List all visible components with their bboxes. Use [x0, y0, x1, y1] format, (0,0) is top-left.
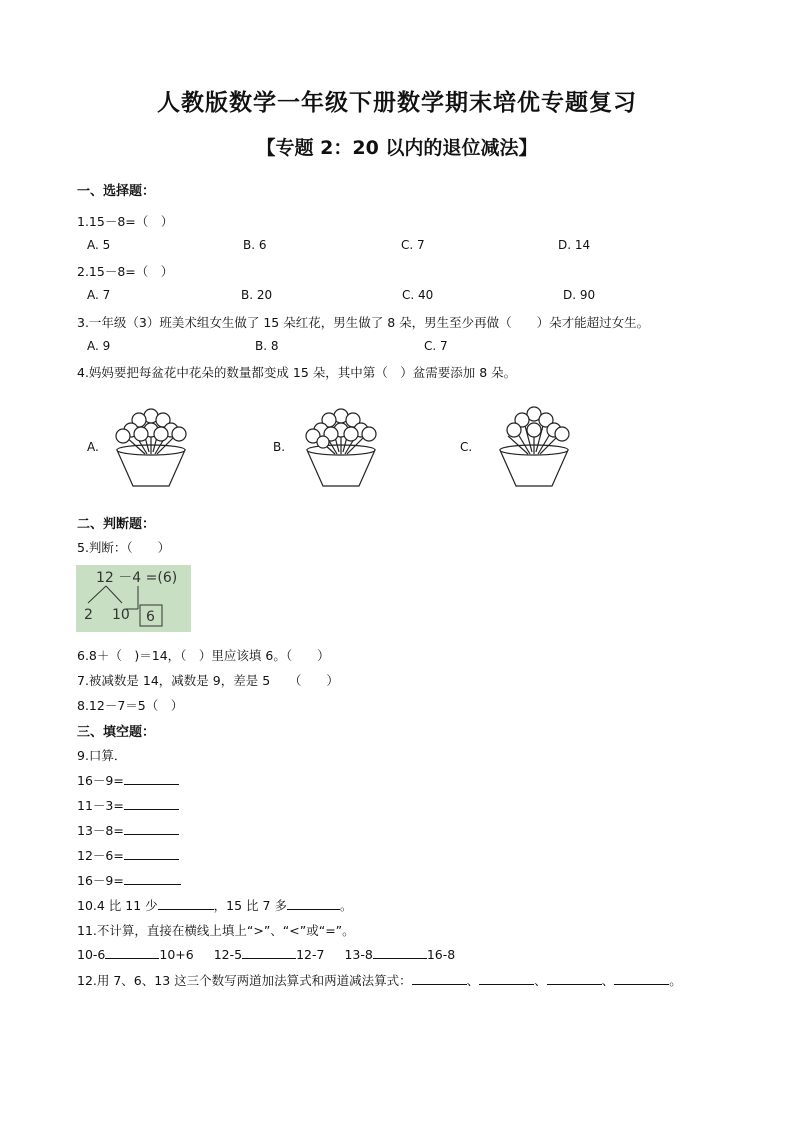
answer-blank[interactable]: [124, 772, 179, 785]
q5-figure-equation: 12 －4 =(6): [96, 570, 178, 586]
answer-blank[interactable]: [547, 972, 602, 985]
page-title: 人教版数学一年级下册数学期末培优专题复习: [157, 90, 637, 116]
question-9: 9.口算．: [77, 748, 127, 763]
answer-blank[interactable]: [124, 822, 179, 835]
q5-figure-right: 10: [112, 607, 130, 623]
q2-option-a: A. 7: [87, 288, 111, 302]
q9-item-2: 11－3=: [77, 796, 179, 814]
question-4: 4.妈妈要把每盆花中花朵的数量都变成 15 朵，其中第（ ）盆需要添加 8 朵。: [77, 365, 517, 380]
answer-blank[interactable]: [373, 946, 427, 959]
q3-option-b: B. 8: [255, 339, 279, 353]
q3-option-c: C. 7: [424, 339, 448, 353]
q2-option-b: B. 20: [241, 288, 273, 302]
q4-option-a: A.: [87, 440, 99, 454]
q1-option-d: D. 14: [558, 238, 591, 252]
answer-blank[interactable]: [124, 797, 179, 810]
q4-option-b: B.: [273, 440, 286, 454]
q9-item-4: 12－6=: [77, 846, 179, 864]
q1-option-a: A. 5: [87, 238, 111, 252]
question-2: 2.15－8=（ ）: [77, 264, 174, 279]
answer-blank[interactable]: [242, 946, 296, 959]
answer-blank[interactable]: [412, 972, 467, 985]
q2-option-d: D. 90: [563, 288, 596, 302]
question-8: 8.12－7＝5（ ）: [77, 698, 184, 713]
q9-item-5: 16－9=: [77, 871, 181, 889]
page-subtitle: 【专题 2：20 以内的退位减法】: [256, 137, 538, 159]
question-6: 6.8＋（ )＝14，（ ）里应该填 6。（ ）: [77, 648, 330, 663]
q9-item-1: 16－9=: [77, 771, 179, 789]
answer-blank[interactable]: [124, 872, 181, 885]
q4-option-c: C.: [460, 440, 473, 454]
question-3: 3.一年级（3）班美术组女生做了 15 朵红花，男生做了 8 朵，男生至少再做（ ）朵才能超过女生。: [77, 315, 650, 330]
question-12: 12.用 7、6、13 这三个数写两道加法算式和两道减法算式： 、 、 、 。: [77, 973, 682, 988]
section-fill-heading: 三、填空题：: [77, 725, 156, 740]
answer-blank[interactable]: [479, 972, 534, 985]
q5-figure-box: 6: [146, 609, 155, 625]
flower-pot-b-image: [295, 402, 385, 492]
q9-item-3: 13－8=: [77, 821, 179, 839]
q1-option-b: B. 6: [243, 238, 267, 252]
answer-blank[interactable]: [124, 847, 179, 860]
q2-option-c: C. 40: [402, 288, 434, 302]
flower-pot-a-image: [105, 402, 195, 492]
question-7: 7.被减数是 14，减数是 9，差是 5 （ ）: [77, 673, 339, 688]
question-5: 5.判断：（ ）: [77, 540, 171, 555]
question-1: 1.15－8=（ ）: [77, 214, 174, 229]
q3-option-a: A. 9: [87, 339, 111, 353]
question-10: 10.4 比 11 少 ，15 比 7 多 。: [77, 898, 353, 913]
answer-blank[interactable]: [105, 946, 159, 959]
q5-decomposition-diagram: [76, 565, 191, 632]
answer-blank[interactable]: [158, 897, 214, 910]
section-judge-heading: 二、判断题：: [77, 517, 156, 532]
question-11: 11.不计算，直接在横线上填上“>”、“<”或“=”。: [77, 923, 355, 938]
section-choice-heading: 一、选择题：: [77, 184, 156, 199]
flower-pot-c-image: [488, 402, 578, 492]
q5-figure: [76, 565, 191, 632]
q1-option-c: C. 7: [401, 238, 425, 252]
answer-blank[interactable]: [287, 897, 340, 910]
q5-figure-left: 2: [84, 607, 93, 623]
q11-comparisons: 10-6 10+6 12-5 12-7 13-8 16-8: [77, 947, 456, 962]
answer-blank[interactable]: [614, 972, 669, 985]
